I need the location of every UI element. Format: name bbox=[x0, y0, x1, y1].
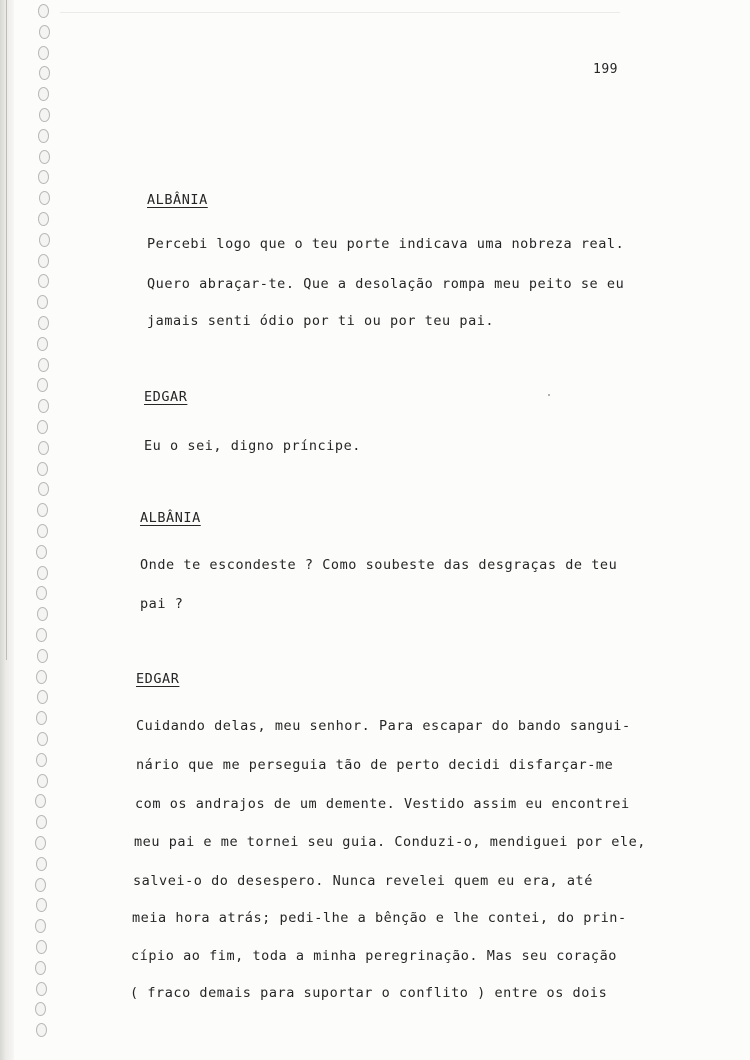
top-rule bbox=[60, 12, 620, 13]
punch-hole bbox=[38, 4, 49, 18]
binding-edge bbox=[0, 0, 14, 1060]
punch-hole bbox=[38, 399, 49, 413]
punch-hole bbox=[36, 815, 47, 829]
dialogue-line: pai ? bbox=[140, 596, 184, 612]
punch-hole bbox=[36, 857, 47, 871]
punched-holes bbox=[38, 0, 54, 1060]
dialogue-line: Eu o sei, digno príncipe. bbox=[144, 438, 361, 454]
punch-hole bbox=[37, 420, 48, 434]
punch-hole bbox=[36, 670, 47, 684]
punch-hole bbox=[38, 87, 49, 101]
punch-hole bbox=[37, 649, 48, 663]
dialogue-line: com os andrajos de um demente. Vestido assim eu encontrei bbox=[135, 796, 630, 812]
dialogue-line: meia hora atrás; pedi-lhe a bênção e lhe contei, do prin- bbox=[132, 910, 627, 926]
punch-hole bbox=[36, 940, 47, 954]
punch-hole bbox=[39, 66, 50, 80]
punch-hole bbox=[38, 482, 49, 496]
dialogue-line: cípio ao fim, toda a minha peregrinação. Mas seu coração bbox=[131, 948, 617, 964]
punch-hole bbox=[36, 898, 47, 912]
punch-hole bbox=[38, 254, 49, 268]
punch-hole bbox=[38, 441, 49, 455]
punch-hole bbox=[39, 191, 50, 205]
punch-hole bbox=[35, 878, 46, 892]
paper-speck bbox=[548, 394, 550, 396]
punch-hole bbox=[36, 545, 47, 559]
punch-hole bbox=[37, 295, 48, 309]
punch-hole bbox=[36, 711, 47, 725]
dialogue-line: meu pai e me tornei seu guia. Conduzi-o, mendiguei por ele, bbox=[134, 834, 646, 850]
page-number: 199 bbox=[593, 62, 618, 77]
punch-hole bbox=[38, 129, 49, 143]
punch-hole bbox=[37, 524, 48, 538]
punch-hole bbox=[38, 274, 49, 288]
dialogue-line: salvei-o do desespero. Nunca revelei quem eu era, até bbox=[133, 873, 593, 889]
punch-hole bbox=[36, 628, 47, 642]
punch-hole bbox=[35, 836, 46, 850]
speaker-name: ALBÂNIA bbox=[140, 510, 201, 526]
punch-hole bbox=[36, 586, 47, 600]
punch-hole bbox=[35, 961, 46, 975]
dialogue-line: Cuidando delas, meu senhor. Para escapar do bando sangui- bbox=[136, 718, 631, 734]
dialogue-line: Quero abraçar-te. Que a desolação rompa meu peito se eu bbox=[147, 276, 625, 292]
punch-hole bbox=[35, 919, 46, 933]
dialogue-line: ( fraco demais para suportar o conflito ) entre os dois bbox=[130, 985, 608, 1001]
punch-hole bbox=[37, 566, 48, 580]
punch-hole bbox=[37, 690, 48, 704]
punch-hole bbox=[36, 982, 47, 996]
punch-hole bbox=[37, 503, 48, 517]
punch-hole bbox=[38, 358, 49, 372]
speaker-name: EDGAR bbox=[144, 389, 188, 405]
dialogue-line: Percebi logo que o teu porte indicava uma nobreza real. bbox=[147, 236, 625, 252]
punch-hole bbox=[36, 1023, 47, 1037]
punch-hole bbox=[37, 462, 48, 476]
punch-hole bbox=[38, 316, 49, 330]
punch-hole bbox=[38, 170, 49, 184]
dialogue-line: nário que me perseguia tão de perto decidi disfarçar-me bbox=[136, 757, 614, 773]
punch-hole bbox=[35, 1002, 46, 1016]
punch-hole bbox=[37, 732, 48, 746]
punch-hole bbox=[37, 337, 48, 351]
punch-hole bbox=[36, 753, 47, 767]
dialogue-line: Onde te escondeste ? Como soubeste das desgraças de teu bbox=[140, 557, 618, 573]
dialogue-line: jamais senti ódio por ti ou por teu pai. bbox=[147, 313, 495, 329]
binding-line bbox=[6, 0, 7, 660]
punch-hole bbox=[39, 233, 50, 247]
speaker-name: EDGAR bbox=[136, 671, 180, 687]
punch-hole bbox=[37, 378, 48, 392]
punch-hole bbox=[39, 150, 50, 164]
punch-hole bbox=[37, 607, 48, 621]
punch-hole bbox=[35, 794, 46, 808]
speaker-name: ALBÂNIA bbox=[147, 192, 208, 208]
punch-hole bbox=[38, 46, 49, 60]
punch-hole bbox=[38, 212, 49, 226]
punch-hole bbox=[39, 108, 50, 122]
punch-hole bbox=[39, 25, 50, 39]
punch-hole bbox=[37, 774, 48, 788]
